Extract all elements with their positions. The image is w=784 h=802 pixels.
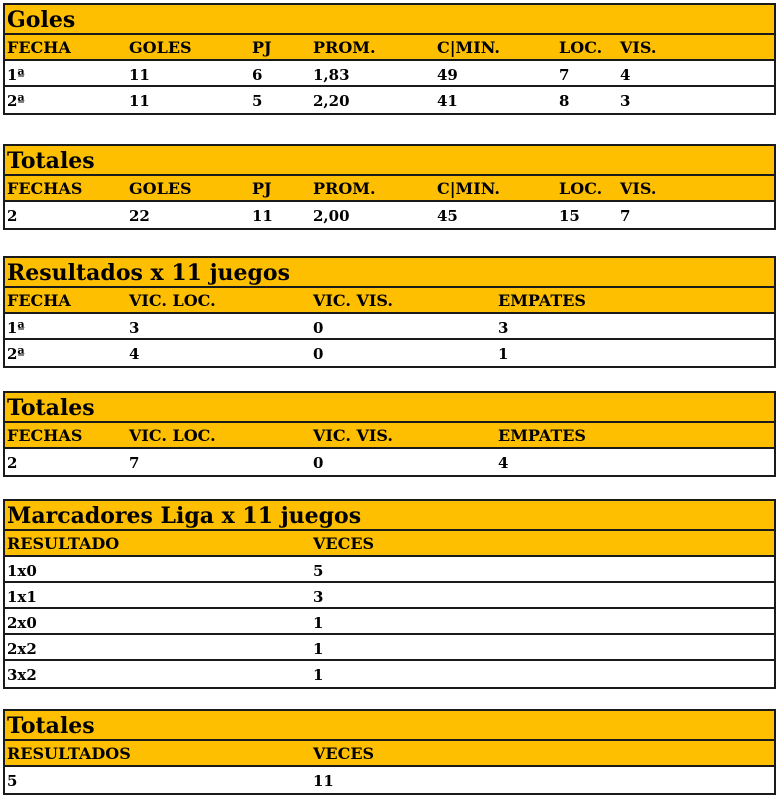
totales-marcadores-table xyxy=(3,709,776,795)
header-cell: GOLES xyxy=(129,179,192,198)
table-cell: 2ª xyxy=(7,345,25,363)
totales-goles-table xyxy=(3,144,776,230)
table-cell: 2 xyxy=(7,207,18,225)
table-cell: 1,83 xyxy=(313,66,350,84)
header-cell: RESULTADO xyxy=(7,534,120,553)
header-cell: FECHA xyxy=(7,291,71,310)
table-row xyxy=(5,87,774,113)
table-cell: 2,20 xyxy=(313,92,350,110)
table-row xyxy=(5,609,774,635)
table-cell: 2x0 xyxy=(7,614,37,632)
table-row xyxy=(5,635,774,661)
totales-marcadores-header-row xyxy=(5,741,774,767)
header-cell: FECHAS xyxy=(7,179,83,198)
header-cell: GOLES xyxy=(129,38,192,57)
header-cell: EMPATES xyxy=(498,426,586,445)
table-row xyxy=(5,340,774,366)
table-row xyxy=(5,449,774,475)
table-cell: 3 xyxy=(313,588,324,606)
header-cell: VIC. VIS. xyxy=(313,291,393,310)
table-cell: 3 xyxy=(129,319,140,337)
table-cell: 1ª xyxy=(7,66,25,84)
header-cell: VIC. LOC. xyxy=(129,291,216,310)
table-cell: 2ª xyxy=(7,92,25,110)
header-cell: FECHAS xyxy=(7,426,83,445)
table-cell: 11 xyxy=(313,772,334,790)
header-cell: PJ xyxy=(252,179,272,198)
header-cell: EMPATES xyxy=(498,291,586,310)
table-cell: 4 xyxy=(498,454,509,472)
goles-title: Goles xyxy=(5,5,774,35)
table-cell: 1 xyxy=(313,666,324,684)
table-cell: 1 xyxy=(313,640,324,658)
table-cell: 5 xyxy=(313,562,324,580)
header-cell: VIC. LOC. xyxy=(129,426,216,445)
table-cell: 15 xyxy=(559,207,580,225)
marcadores-title: Marcadores Liga x 11 juegos xyxy=(5,501,774,531)
table-row xyxy=(5,202,774,228)
table-row xyxy=(5,61,774,87)
table-cell: 1ª xyxy=(7,319,25,337)
table-cell: 4 xyxy=(620,66,631,84)
header-cell: PROM. xyxy=(313,179,376,198)
table-cell: 45 xyxy=(437,207,458,225)
header-cell: C|MIN. xyxy=(437,38,500,57)
header-cell: PROM. xyxy=(313,38,376,57)
table-cell: 1 xyxy=(313,614,324,632)
table-cell: 3x2 xyxy=(7,666,37,684)
table-cell: 7 xyxy=(620,207,631,225)
table-cell: 2x2 xyxy=(7,640,37,658)
table-cell: 11 xyxy=(252,207,273,225)
marcadores-header-row xyxy=(5,531,774,557)
table-cell: 6 xyxy=(252,66,263,84)
header-cell: LOC. xyxy=(559,179,603,198)
table-cell: 0 xyxy=(313,319,324,337)
table-cell: 2 xyxy=(7,454,18,472)
resultados-header-row xyxy=(5,288,774,314)
totales-marcadores-title: Totales xyxy=(5,711,774,741)
table-cell: 5 xyxy=(252,92,263,110)
table-cell: 1 xyxy=(498,345,509,363)
table-cell: 11 xyxy=(129,92,150,110)
header-cell: LOC. xyxy=(559,38,603,57)
table-cell: 22 xyxy=(129,207,150,225)
totales-resultados-table xyxy=(3,391,776,477)
resultados-title: Resultados x 11 juegos xyxy=(5,258,774,288)
marcadores-table xyxy=(3,499,776,689)
header-cell: VECES xyxy=(313,744,375,763)
table-cell: 41 xyxy=(437,92,458,110)
totales-goles-header-row xyxy=(5,176,774,202)
resultados-table xyxy=(3,256,776,368)
table-cell: 8 xyxy=(559,92,570,110)
header-cell: FECHA xyxy=(7,38,71,57)
table-cell: 3 xyxy=(498,319,509,337)
header-cell: VIS. xyxy=(620,179,657,198)
goles-header-row xyxy=(5,35,774,61)
table-cell: 7 xyxy=(129,454,140,472)
goles-table xyxy=(3,3,776,115)
table-row xyxy=(5,583,774,609)
table-cell: 4 xyxy=(129,345,140,363)
header-cell: C|MIN. xyxy=(437,179,500,198)
header-cell: VECES xyxy=(313,534,375,553)
table-cell: 5 xyxy=(7,772,18,790)
totales-resultados-title: Totales xyxy=(5,393,774,423)
table-cell: 49 xyxy=(437,66,458,84)
table-row xyxy=(5,767,774,793)
table-cell: 3 xyxy=(620,92,631,110)
table-cell: 0 xyxy=(313,345,324,363)
table-cell: 2,00 xyxy=(313,207,350,225)
table-cell: 11 xyxy=(129,66,150,84)
header-cell: VIS. xyxy=(620,38,657,57)
table-cell: 1x1 xyxy=(7,588,37,606)
table-row xyxy=(5,661,774,687)
table-cell: 1x0 xyxy=(7,562,37,580)
totales-resultados-header-row xyxy=(5,423,774,449)
table-cell: 7 xyxy=(559,66,570,84)
totales-goles-title: Totales xyxy=(5,146,774,176)
header-cell: VIC. VIS. xyxy=(313,426,393,445)
header-cell: PJ xyxy=(252,38,272,57)
table-row xyxy=(5,557,774,583)
table-row xyxy=(5,314,774,340)
table-cell: 0 xyxy=(313,454,324,472)
header-cell: RESULTADOS xyxy=(7,744,131,763)
